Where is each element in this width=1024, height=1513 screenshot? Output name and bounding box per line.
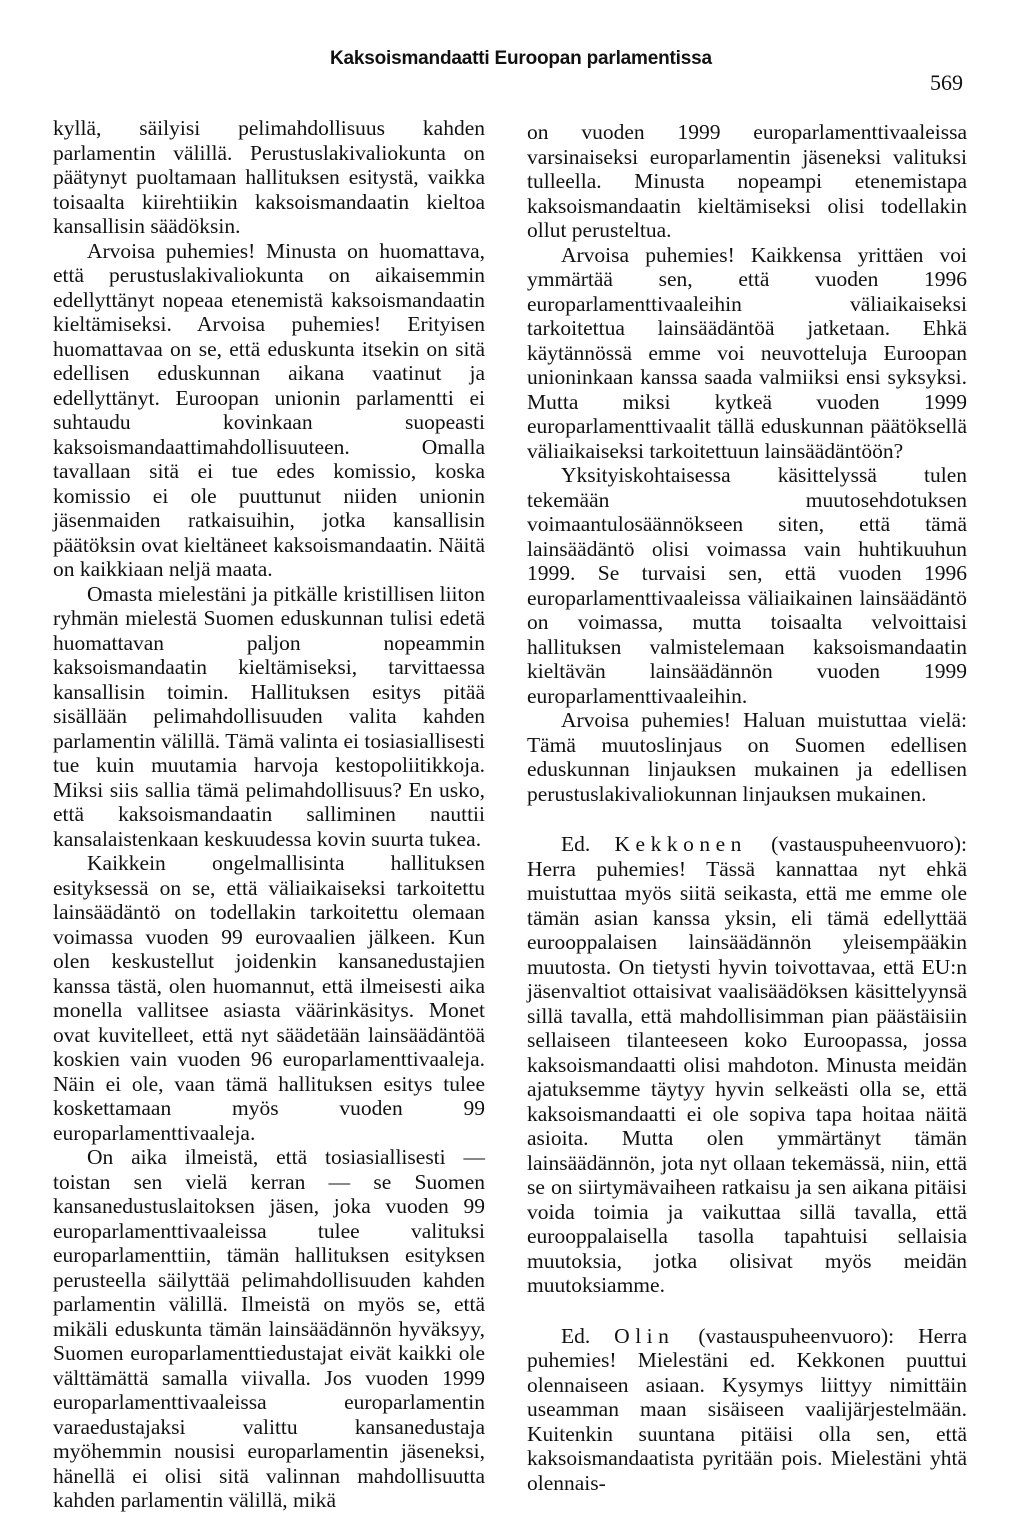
paragraph: On aika ilmeistä, että tosiasiallisesti — toistan sen vielä kerran — se Suomen kansanedustuslaitoksen jäsen, joka vuoden 99 europarlamenttivaaleissa tulee valituksi europarlamenttiin, tämän hallituksen esityksen perusteella säilyttää pelimahdollisuuden kahden parlamentin välillä. Ilmeistä on myös se, että mikäli eduskunta tämän lainsäädännön hyväksyy, Suomen europarlamenttiedustajat eivät kaikki ole välttämättä samalla viivalla. Jos vuoden 1999 europarlamenttivaaleissa europarlamentin varaedustajaksi valittu kansanedustaja myöhemmin nousisi europarlamentin jäseneksi, hänellä ei olisi sitä valinnan mahdollisuutta kahden parlamentin välillä, mikä	[53, 1145, 485, 1512]
paragraph: kyllä, säilyisi pelimahdollisuus kahden parlamentin välillä. Perustuslakivaliokunta on päätynyt puoltamaan hallituksen esitystä, vaikka toisaalta kiirehtiikin kaksoismandaatin kieltoa kansallisin säädöksin.	[53, 116, 485, 238]
speech-prefix: Ed.	[561, 832, 591, 856]
right-column	[527, 120, 967, 1495]
speech-prefix: Ed.	[561, 1323, 591, 1348]
left-column	[53, 116, 485, 1513]
page-number: 569	[930, 70, 963, 95]
speaker-name: Kekkonen	[614, 832, 747, 856]
paragraph: Yksityiskohtaisessa käsittelyssä tulen tekemään muutosehdotuksen voimaantulosäännökseen siten, että tämä lainsäädäntö olisi voimassa vain huhtikuuhun 1999. Se turvaisi sen, että vuoden 1996 europarlamenttivaaleissa väliaikainen lainsäädäntö on voimassa, mutta toisaalta velvoittaisi hallituksen valmistelemaan kaksoismandaatin kieltävän lainsäädännön vuoden 1999 europarlamenttivaaleihin.	[527, 463, 967, 708]
speech-olin	[527, 1324, 967, 1496]
paragraph: Arvoisa puhemies! Haluan muistuttaa vielä: Tämä muutoslinjaus on Suomen edellisen eduskunnan linjauksen mukainen ja edellisen perustuslakivaliokunnan linjauksen mukainen.	[527, 708, 967, 806]
speech-text: Herra puhemies! Tässä kannattaa nyt ehkä muistuttaa myös siitä seikasta, että me emme ole tämän asian kanssa yksin, eli tämä edellyttää eurooppalaisen lainsäädännön yleisempääkin muutosta. On tietysti hyvin toivottavaa, että EU:n jäsenvaltiot ottaisivat vaalisäädöksen käsittelyynsä sillä tavalla, että mahdollisimman pian päästäisiin sellaiseen tilanteeseen koko Euroopassa, jossa kaksoismandaatti olisi mahdoton. Minusta meidän ajatuksemme täytyy hyvin selkeästi olla se, että kaksoismandaatti ei ole sopiva tapa hoitaa näitä asioita. Mutta olen ymmärtänyt tämän lainsäädännön, jota nyt ollaan tekemässä, niin, että se on siirtymävaiheen ratkaisu ja sen aikana pitäisi voida toimia ja vaikuttaa sillä tavalla, että eurooppalaisella tasolla tapahtuisi sellaisia muutoksia, jotka olisivat myös meidän muutoksiamme.	[527, 856, 967, 1297]
speech-kekkonen	[527, 832, 967, 1298]
speech-role: (vastauspuheenvuoro):	[771, 832, 968, 856]
paragraph: Arvoisa puhemies! Kaikkensa yrittäen voi ymmärtää sen, että vuoden 1996 europarlamenttivaaleihin väliaikaiseksi tarkoitettua lainsäädäntöä jatketaan. Ehkä käytännössä emme voi neuvotteluja Euroopan unioninkaan kanssa saada valmiiksi ensi syksyksi. Mutta miksi kytkeä vuoden 1999 europarlamenttivaalit tällä eduskunnan päätöksellä väliaikaiseksi tarkoitettuun lainsäädäntöön?	[527, 242, 967, 463]
paragraph: on vuoden 1999 europarlamenttivaaleissa varsinaiseksi europarlamentin jäseneksi valituksi tulleella. Minusta nopeampi etenemistapa kaksoismandaatin kieltämiseksi olisi todellakin ollut perusteltua.	[527, 120, 967, 242]
paragraph: Omasta mielestäni ja pitkälle kristillisen liiton ryhmän mielestä Suomen eduskunnan tulisi edetä huomattavan paljon nopeammin kaksoismandaatin kieltämiseksi, tarvittaessa kansallisin toimin. Hallituksen esitys pitää sisällään pelimahdollisuuden valita kahden parlamentin välillä. Tämä valinta ei tosiasiallisesti tue kuin muutamia harvoja kestopoliitikkoja. Miksi siis sallia tämä pelimahdollisuus? En usko, että kaksoismandaatin salliminen nauttii kansalaistenkaan keskuudessa kovin suurta tukea.	[53, 581, 485, 851]
speaker-name: Olin	[614, 1323, 675, 1348]
speech-role: (vastauspuheenvuoro):	[698, 1323, 895, 1348]
running-header: Kaksoismandaatti Euroopan parlamentissa	[330, 48, 712, 69]
paragraph: Kaikkein ongelmallisinta hallituksen esityksessä on se, että väliaikaiseksi tarkoitettu lainsäädäntö on todellakin tarkoitettu olemaan voimassa vuoden 99 eurovaalien jälkeen. Kun olen keskustellut joidenkin kansanedustajien kanssa tästä, olen huomannut, että ilmeisesti aika monella vallitsee asiasta väärinkäsitys. Monet ovat kuvitelleet, että nyt säädetään lainsäädäntöä koskien vain vuoden 96 europarlamenttivaaleja. Näin ei ole, vaan tämä hallituksen esitys tulee koskettamaan myös vuoden 99 europarlamenttivaaleja.	[53, 851, 485, 1145]
paragraph: Arvoisa puhemies! Minusta on huomattava, että perustuslakivaliokunta on aikaisemmin edellyttänyt nopeaa etenemistä kaksoismandaatin kieltämiseksi. Arvoisa puhemies! Erityisen huomattavaa on se, että eduskunta itsekin on sitä edellisen eduskunnan aikana vaatinut ja edellyttänyt. Euroopan unionin parlamentti ei suhtaudu kovinkaan suopeasti kaksoismandaattimahdollisuuteen. Omalla tavallaan sitä ei tue edes komissio, koska komissio ei ole puuttunut niiden unionin jäsenmaiden ratkaisuihin, jotka kansallisin päätöksin ovat kieltäneet kaksoismandaatin. Näitä on kaikkiaan neljä maata.	[53, 238, 485, 581]
speech-text: Herra puhemies! Mielestäni ed. Kekkonen puuttui olennaiseen asiaan. Kysymys liittyy nimittäin useamman maan sisäiseen vaalijärjestelmään. Kuitenkin suuntana pitäisi olla sen, että kaksoismandaatista pyritään pois. Mielestäni yhtä olennais-	[527, 1323, 967, 1495]
